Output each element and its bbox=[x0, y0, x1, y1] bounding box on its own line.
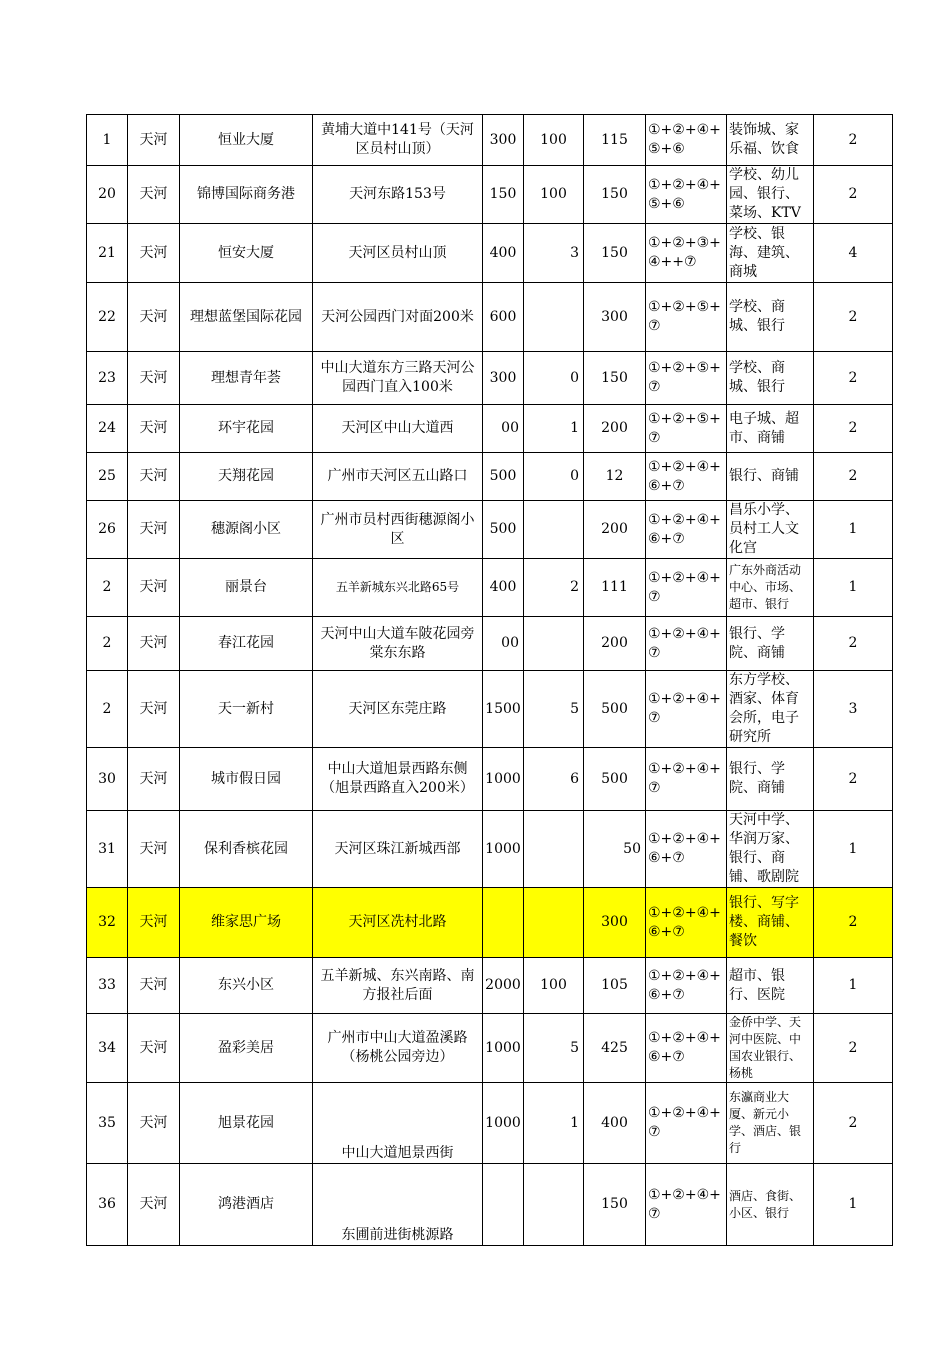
row-number: 24 bbox=[87, 405, 128, 453]
property-name-cell: 天一新村 bbox=[180, 671, 313, 748]
table-row bbox=[87, 617, 893, 671]
district-cell: 天河 bbox=[128, 453, 180, 501]
value-cell-1: 150 bbox=[483, 166, 524, 224]
rating-cell: 4 bbox=[814, 224, 893, 283]
table-row bbox=[87, 958, 893, 1014]
rating-cell: 2 bbox=[814, 888, 893, 958]
property-name-cell: 穗源阁小区 bbox=[180, 501, 313, 559]
district-cell: 天河 bbox=[128, 1083, 180, 1164]
district-cell: 天河 bbox=[128, 283, 180, 352]
value-cell-3: 425 bbox=[584, 1014, 646, 1083]
table-row bbox=[87, 1014, 893, 1083]
property-name-cell: 春江花园 bbox=[180, 617, 313, 671]
value-cell-3: 200 bbox=[584, 405, 646, 453]
row-number: 31 bbox=[87, 811, 128, 888]
district-cell: 天河 bbox=[128, 352, 180, 405]
property-name-cell: 城市假日园 bbox=[180, 748, 313, 811]
property-name-cell: 环宇花园 bbox=[180, 405, 313, 453]
value-cell-2: 1 bbox=[524, 405, 584, 453]
value-cell-1: 00 bbox=[483, 617, 524, 671]
facilities-cell: 昌乐小学、员村工人文化宫 bbox=[727, 501, 814, 559]
property-name-cell: 丽景台 bbox=[180, 559, 313, 617]
row-number: 35 bbox=[87, 1083, 128, 1164]
table-row bbox=[87, 405, 893, 453]
table-row bbox=[87, 283, 893, 352]
row-number: 20 bbox=[87, 166, 128, 224]
row-number: 23 bbox=[87, 352, 128, 405]
combo-cell: ①+②+⑤+⑦ bbox=[646, 283, 727, 352]
value-cell-2: 6 bbox=[524, 748, 584, 811]
combo-cell: ①+②+④+⑥+⑦ bbox=[646, 453, 727, 501]
table-row bbox=[87, 559, 893, 617]
address-cell: 天河区员村山顶 bbox=[313, 224, 483, 283]
value-cell-2: 2 bbox=[524, 559, 584, 617]
value-cell-2: 0 bbox=[524, 453, 584, 501]
property-name-cell: 天翔花园 bbox=[180, 453, 313, 501]
address-cell: 广州市员村西街穗源阁小区 bbox=[313, 501, 483, 559]
value-cell-3: 150 bbox=[584, 224, 646, 283]
address-cell: 天河区东莞庄路 bbox=[313, 671, 483, 748]
value-cell-3: 500 bbox=[584, 748, 646, 811]
district-cell: 天河 bbox=[128, 115, 180, 166]
value-cell-1: 500 bbox=[483, 501, 524, 559]
value-cell-3: 150 bbox=[584, 166, 646, 224]
value-cell-1 bbox=[483, 888, 524, 958]
facilities-cell: 酒店、食街、小区、银行 bbox=[727, 1164, 814, 1246]
address-cell: 天河公园西门对面200米 bbox=[313, 283, 483, 352]
district-cell: 天河 bbox=[128, 1014, 180, 1083]
row-number: 21 bbox=[87, 224, 128, 283]
combo-cell: ①+②+④+⑥+⑦ bbox=[646, 958, 727, 1014]
district-cell: 天河 bbox=[128, 617, 180, 671]
value-cell-2: 100 bbox=[524, 958, 584, 1014]
value-cell-2 bbox=[524, 888, 584, 958]
address-cell: 五羊新城、东兴南路、南方报社后面 bbox=[313, 958, 483, 1014]
facilities-cell: 东方学校、酒家、体育会所，电子研究所 bbox=[727, 671, 814, 748]
property-name-cell: 旭景花园 bbox=[180, 1083, 313, 1164]
row-number: 30 bbox=[87, 748, 128, 811]
value-cell-2: 5 bbox=[524, 671, 584, 748]
value-cell-2: 100 bbox=[524, 115, 584, 166]
address-cell: 中山大道旭景西街 bbox=[313, 1083, 483, 1164]
rating-cell: 1 bbox=[814, 559, 893, 617]
row-number: 25 bbox=[87, 453, 128, 501]
value-cell-3: 500 bbox=[584, 671, 646, 748]
combo-cell: ①+②+⑤+⑦ bbox=[646, 405, 727, 453]
property-name-cell: 保利香槟花园 bbox=[180, 811, 313, 888]
value-cell-1 bbox=[483, 1164, 524, 1246]
value-cell-2: 3 bbox=[524, 224, 584, 283]
rating-cell: 2 bbox=[814, 283, 893, 352]
table-row bbox=[87, 453, 893, 501]
facilities-cell: 超市、银行、医院 bbox=[727, 958, 814, 1014]
value-cell-2 bbox=[524, 617, 584, 671]
combo-cell: ①+②+④+⑦ bbox=[646, 1164, 727, 1246]
row-number: 2 bbox=[87, 617, 128, 671]
value-cell-3: 115 bbox=[584, 115, 646, 166]
value-cell-3: 200 bbox=[584, 501, 646, 559]
address-cell: 天河区冼村北路 bbox=[313, 888, 483, 958]
district-cell: 天河 bbox=[128, 405, 180, 453]
facilities-cell: 银行、学院、商铺 bbox=[727, 617, 814, 671]
combo-cell: ①+②+④+⑦ bbox=[646, 559, 727, 617]
facilities-cell: 装饰城、家乐福、饮食 bbox=[727, 115, 814, 166]
address-cell: 广州市天河区五山路口 bbox=[313, 453, 483, 501]
district-cell: 天河 bbox=[128, 224, 180, 283]
value-cell-1: 300 bbox=[483, 352, 524, 405]
property-name-cell: 理想青年荟 bbox=[180, 352, 313, 405]
district-cell: 天河 bbox=[128, 1164, 180, 1246]
rating-cell: 2 bbox=[814, 1083, 893, 1164]
value-cell-3: 105 bbox=[584, 958, 646, 1014]
value-cell-1: 2000 bbox=[483, 958, 524, 1014]
value-cell-3: 300 bbox=[584, 888, 646, 958]
rating-cell: 2 bbox=[814, 617, 893, 671]
combo-cell: ①+②+④+⑥+⑦ bbox=[646, 501, 727, 559]
combo-cell: ①+②+③+④++⑦ bbox=[646, 224, 727, 283]
facilities-cell: 广东外商活动中心、市场、超市、银行 bbox=[727, 559, 814, 617]
address-cell: 黄埔大道中141号（天河区员村山顶） bbox=[313, 115, 483, 166]
value-cell-1: 1000 bbox=[483, 1083, 524, 1164]
combo-cell: ①+②+④+⑥+⑦ bbox=[646, 888, 727, 958]
table-row bbox=[87, 501, 893, 559]
row-number: 33 bbox=[87, 958, 128, 1014]
facilities-cell: 学校、商城、银行 bbox=[727, 283, 814, 352]
table-row bbox=[87, 671, 893, 748]
table-row bbox=[87, 811, 893, 888]
address-cell: 五羊新城东兴北路65号 bbox=[313, 559, 483, 617]
address-cell: 中山大道东方三路天河公园西门直入100米 bbox=[313, 352, 483, 405]
rating-cell: 2 bbox=[814, 453, 893, 501]
district-cell: 天河 bbox=[128, 166, 180, 224]
table-row bbox=[87, 1164, 893, 1246]
rating-cell: 1 bbox=[814, 958, 893, 1014]
table-row-highlighted bbox=[87, 888, 893, 958]
value-cell-3: 12 bbox=[584, 453, 646, 501]
rating-cell: 1 bbox=[814, 501, 893, 559]
value-cell-3: 300 bbox=[584, 283, 646, 352]
row-number: 34 bbox=[87, 1014, 128, 1083]
combo-cell: ①+②+④+⑤+⑥ bbox=[646, 115, 727, 166]
value-cell-1: 1000 bbox=[483, 1014, 524, 1083]
table-row bbox=[87, 224, 893, 283]
row-number: 2 bbox=[87, 559, 128, 617]
property-name-cell: 锦博国际商务港 bbox=[180, 166, 313, 224]
combo-cell: ①+②+④+⑦ bbox=[646, 617, 727, 671]
combo-cell: ①+②+④+⑦ bbox=[646, 1083, 727, 1164]
value-cell-2 bbox=[524, 501, 584, 559]
district-cell: 天河 bbox=[128, 748, 180, 811]
facilities-cell: 天河中学、华润万家、银行、商铺、歌剧院 bbox=[727, 811, 814, 888]
value-cell-3: 111 bbox=[584, 559, 646, 617]
rating-cell: 2 bbox=[814, 352, 893, 405]
address-cell: 天河区珠江新城西部 bbox=[313, 811, 483, 888]
district-cell: 天河 bbox=[128, 501, 180, 559]
table-row bbox=[87, 748, 893, 811]
value-cell-1: 1000 bbox=[483, 811, 524, 888]
value-cell-1: 500 bbox=[483, 453, 524, 501]
value-cell-2: 100 bbox=[524, 166, 584, 224]
facilities-cell: 电子城、超市、商铺 bbox=[727, 405, 814, 453]
facilities-cell: 东瀛商业大厦、新元小学、酒店、银行 bbox=[727, 1083, 814, 1164]
value-cell-2: 1 bbox=[524, 1083, 584, 1164]
value-cell-2: 5 bbox=[524, 1014, 584, 1083]
rating-cell: 1 bbox=[814, 811, 893, 888]
row-number: 32 bbox=[87, 888, 128, 958]
property-name-cell: 维家思广场 bbox=[180, 888, 313, 958]
address-cell: 天河中山大道车陂花园旁棠东东路 bbox=[313, 617, 483, 671]
value-cell-2 bbox=[524, 283, 584, 352]
rating-cell: 2 bbox=[814, 166, 893, 224]
table-row bbox=[87, 1083, 893, 1164]
value-cell-3: 150 bbox=[584, 352, 646, 405]
address-cell: 天河东路153号 bbox=[313, 166, 483, 224]
value-cell-1: 400 bbox=[483, 224, 524, 283]
district-cell: 天河 bbox=[128, 888, 180, 958]
row-number: 22 bbox=[87, 283, 128, 352]
property-name-cell: 鸿港酒店 bbox=[180, 1164, 313, 1246]
combo-cell: ①+②+④+⑥+⑦ bbox=[646, 1014, 727, 1083]
value-cell-2: 0 bbox=[524, 352, 584, 405]
district-cell: 天河 bbox=[128, 671, 180, 748]
value-cell-2 bbox=[524, 811, 584, 888]
address-cell: 中山大道旭景西路东侧（旭景西路直入200米） bbox=[313, 748, 483, 811]
value-cell-3: 200 bbox=[584, 617, 646, 671]
row-number: 2 bbox=[87, 671, 128, 748]
address-cell: 天河区中山大道西 bbox=[313, 405, 483, 453]
table-row bbox=[87, 115, 893, 166]
address-cell: 广州市中山大道盈溪路（杨桃公园旁边） bbox=[313, 1014, 483, 1083]
row-number: 26 bbox=[87, 501, 128, 559]
table-row bbox=[87, 166, 893, 224]
property-name-cell: 恒安大厦 bbox=[180, 224, 313, 283]
rating-cell: 2 bbox=[814, 405, 893, 453]
combo-cell: ①+②+④+⑤+⑥ bbox=[646, 166, 727, 224]
property-name-cell: 恒业大厦 bbox=[180, 115, 313, 166]
value-cell-1: 400 bbox=[483, 559, 524, 617]
facilities-cell: 学校、商城、银行 bbox=[727, 352, 814, 405]
rating-cell: 2 bbox=[814, 115, 893, 166]
property-name-cell: 盈彩美居 bbox=[180, 1014, 313, 1083]
rating-cell: 2 bbox=[814, 1014, 893, 1083]
district-cell: 天河 bbox=[128, 811, 180, 888]
table-row bbox=[87, 352, 893, 405]
facilities-cell: 金侨中学、天河中医院、中国农业银行、杨桃 bbox=[727, 1014, 814, 1083]
facilities-cell: 银行、商铺 bbox=[727, 453, 814, 501]
value-cell-3: 400 bbox=[584, 1083, 646, 1164]
combo-cell: ①+②+④+⑥+⑦ bbox=[646, 811, 727, 888]
value-cell-1: 300 bbox=[483, 115, 524, 166]
district-cell: 天河 bbox=[128, 958, 180, 1014]
rating-cell: 3 bbox=[814, 671, 893, 748]
facilities-cell: 银行、写字楼、商铺、餐饮 bbox=[727, 888, 814, 958]
facilities-cell: 学校、幼儿园、银行、菜场、KTV bbox=[727, 166, 814, 224]
row-number: 1 bbox=[87, 115, 128, 166]
facilities-cell: 学校、银海、建筑、商城 bbox=[727, 224, 814, 283]
facilities-cell: 银行、学院、商铺 bbox=[727, 748, 814, 811]
address-cell: 东圃前进街桃源路 bbox=[313, 1164, 483, 1246]
value-cell-3: 150 bbox=[584, 1164, 646, 1246]
value-cell-1: 1000 bbox=[483, 748, 524, 811]
value-cell-1: 00 bbox=[483, 405, 524, 453]
combo-cell: ①+②+⑤+⑦ bbox=[646, 352, 727, 405]
combo-cell: ①+②+④+⑦ bbox=[646, 748, 727, 811]
combo-cell: ①+②+④+⑦ bbox=[646, 671, 727, 748]
property-name-cell: 东兴小区 bbox=[180, 958, 313, 1014]
row-number: 36 bbox=[87, 1164, 128, 1246]
value-cell-3: 50 bbox=[584, 811, 646, 888]
property-name-cell: 理想蓝堡国际花园 bbox=[180, 283, 313, 352]
rating-cell: 2 bbox=[814, 748, 893, 811]
listing-table bbox=[86, 114, 893, 1246]
rating-cell: 1 bbox=[814, 1164, 893, 1246]
value-cell-1: 600 bbox=[483, 283, 524, 352]
value-cell-1: 1500 bbox=[483, 671, 524, 748]
value-cell-2 bbox=[524, 1164, 584, 1246]
district-cell: 天河 bbox=[128, 559, 180, 617]
